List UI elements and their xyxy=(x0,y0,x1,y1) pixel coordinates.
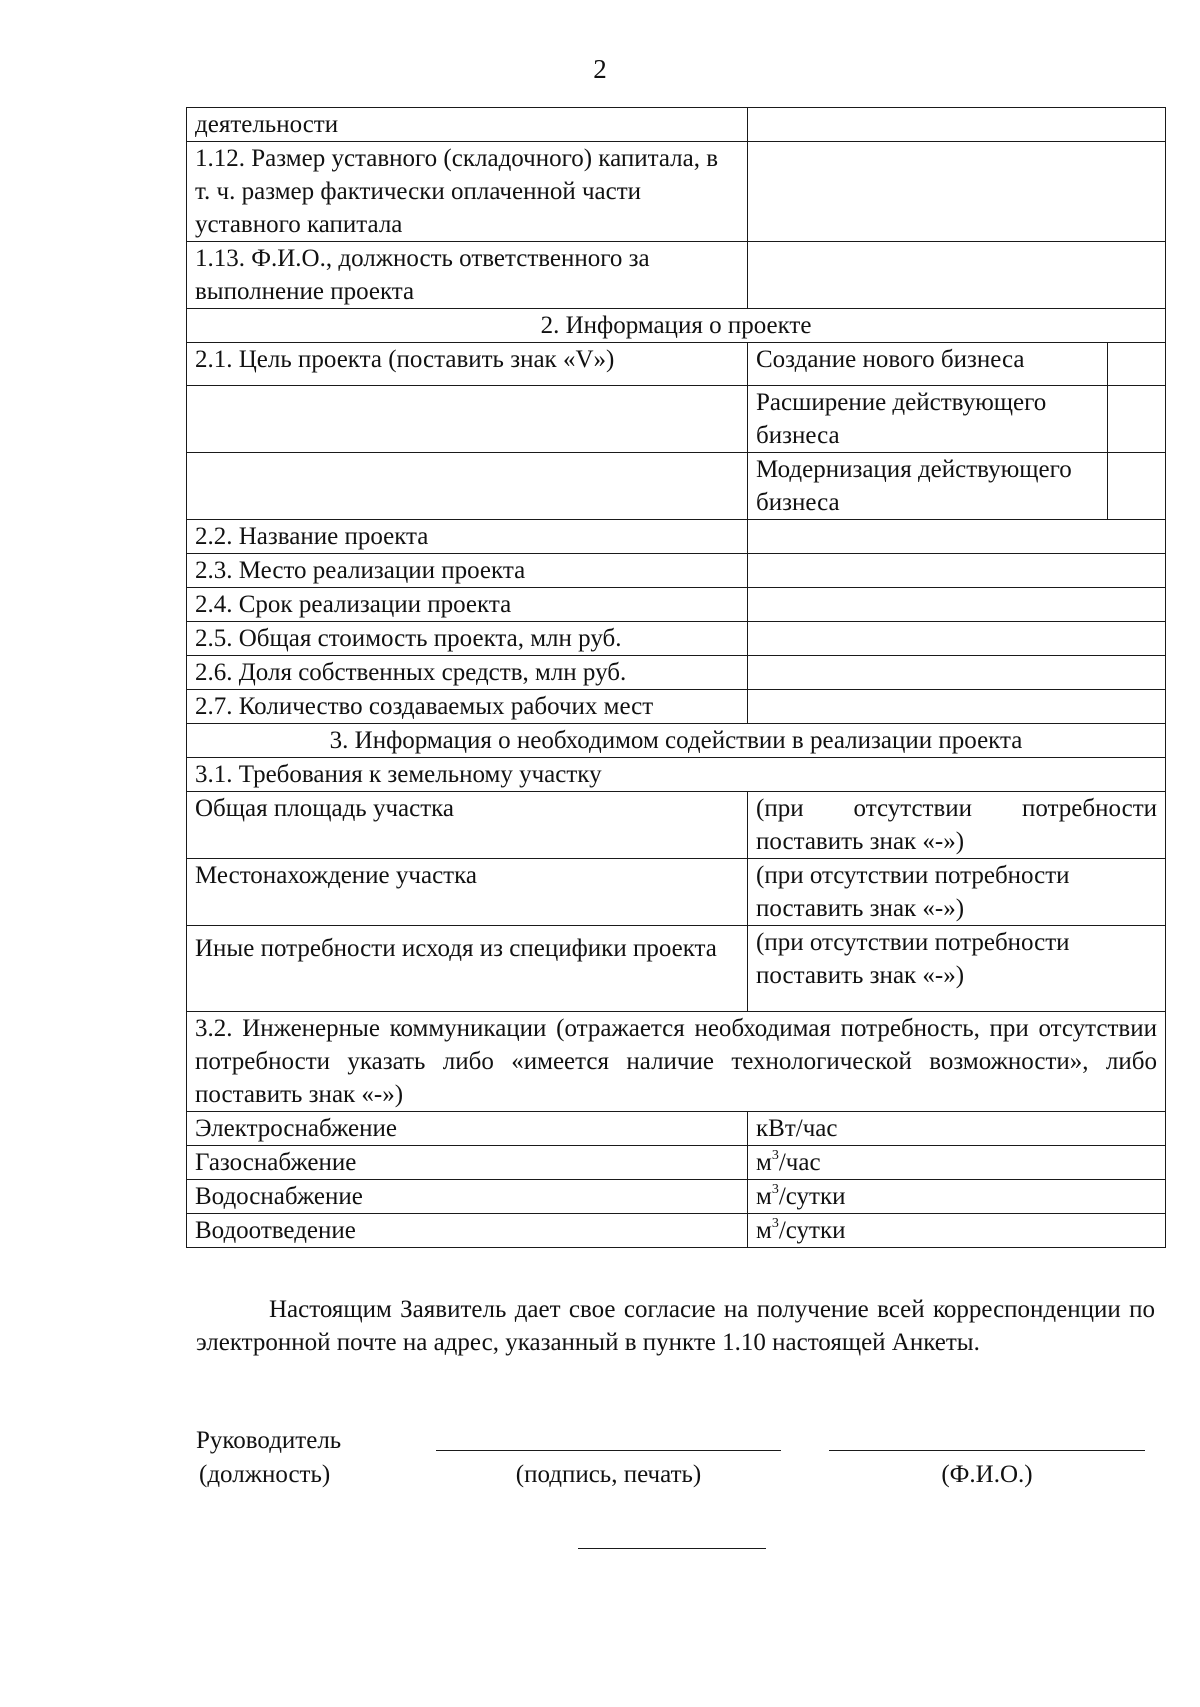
value-cell[interactable]: (при отсутствии потребности поставить знак «-») xyxy=(748,926,1166,1012)
value-cell[interactable] xyxy=(748,656,1166,690)
unit-label: $м^3$/сутки xyxy=(756,1215,846,1244)
goal-option: Модернизация действующего бизнеса xyxy=(748,453,1108,520)
consent-paragraph: Настоящим Заявитель дает свое согласие на получение всей корреспонденции по электронной почте на адрес, указанный в пункте 1.10 настоящей Анкеты. xyxy=(196,1296,1155,1356)
table-row xyxy=(187,242,1166,309)
table-row xyxy=(187,588,1166,622)
table-row xyxy=(187,108,1166,142)
page-number: 2 xyxy=(593,54,607,84)
section-2-title: 2. Информация о проекте xyxy=(187,309,1166,343)
goal-checkbox-cell[interactable] xyxy=(1108,343,1166,386)
signatory-role-caption: (должность) xyxy=(199,1461,331,1488)
table-row xyxy=(187,1214,1166,1248)
row-label: 1.12. Размер уставного (складочного) капитала, в т. ч. размер фактически оплаченной части уставного капитала xyxy=(187,142,748,242)
value-cell[interactable] xyxy=(748,588,1166,622)
name-line[interactable] xyxy=(829,1450,1145,1451)
table-row xyxy=(187,622,1166,656)
row-label: Местонахождение участка xyxy=(187,859,748,926)
table-row xyxy=(187,690,1166,724)
value-cell[interactable] xyxy=(748,690,1166,724)
section-3-title: 3. Информация о необходимом содействии в реализации проекта xyxy=(187,724,1166,758)
table-row xyxy=(187,453,1166,520)
row-label: 2.6. Доля собственных средств, млн руб. xyxy=(187,656,748,690)
table-row xyxy=(187,792,1166,859)
unit-label: $м^3$/сутки xyxy=(756,1181,846,1210)
table-row xyxy=(187,656,1166,690)
name-caption: (Ф.И.О.) xyxy=(941,1461,1033,1488)
value-cell[interactable] xyxy=(748,242,1166,309)
value-cell[interactable] xyxy=(748,1146,1166,1180)
table-row xyxy=(187,343,1166,386)
row-label: Общая площадь участка xyxy=(187,792,748,859)
unit-label: $м^3$/час xyxy=(756,1147,821,1176)
row-label: 1.13. Ф.И.О., должность ответственного за выполнение проекта xyxy=(187,242,748,309)
table-row xyxy=(187,1180,1166,1214)
row-label: 2.4. Срок реализации проекта xyxy=(187,588,748,622)
value-cell[interactable] xyxy=(748,1112,1166,1146)
row-label: деятельности xyxy=(187,108,748,142)
row-label: Электроснабжение xyxy=(187,1112,748,1146)
value-cell[interactable] xyxy=(748,622,1166,656)
value-cell[interactable] xyxy=(748,142,1166,242)
subsection-3-1-title: 3.1. Требования к земельному участку xyxy=(187,758,1166,792)
table-row xyxy=(187,758,1166,792)
end-of-document-rule xyxy=(578,1548,766,1549)
value-cell[interactable] xyxy=(748,108,1166,142)
table-row xyxy=(187,1012,1166,1112)
row-label: Водоотведение xyxy=(187,1214,748,1248)
goal-checkbox-cell[interactable] xyxy=(1108,453,1166,520)
row-label: 2.3. Место реализации проекта xyxy=(187,554,748,588)
row-label: Иные потребности исходя из специфики проекта xyxy=(187,926,748,1012)
value-cell[interactable]: (при отсутствии потребности поставить знак «-») xyxy=(748,859,1166,926)
goal-option: Расширение действующего бизнеса xyxy=(748,386,1108,453)
row-label: 2.7. Количество создаваемых рабочих мест xyxy=(187,690,748,724)
section-header-row xyxy=(187,724,1166,758)
subsection-3-2-title: 3.2. Инженерные коммуникации (отражается необходимая потребность, при отсутствии потребности указать либо «имеется наличие технологической возможности», либо поставить знак «-») xyxy=(187,1012,1166,1112)
table-row xyxy=(187,520,1166,554)
unit-label: кВт/час xyxy=(756,1115,838,1142)
value-cell[interactable] xyxy=(748,1214,1166,1248)
signature-caption: (подпись, печать) xyxy=(515,1461,702,1488)
table-row xyxy=(187,386,1166,453)
table-row xyxy=(187,1112,1166,1146)
table-row xyxy=(187,926,1166,1012)
application-form-table xyxy=(186,107,1166,1248)
value-cell[interactable] xyxy=(748,1180,1166,1214)
row-label: 2.5. Общая стоимость проекта, млн руб. xyxy=(187,622,748,656)
value-cell[interactable] xyxy=(748,520,1166,554)
empty-cell xyxy=(187,386,748,453)
empty-cell xyxy=(187,453,748,520)
goal-checkbox-cell[interactable] xyxy=(1108,386,1166,453)
table-row xyxy=(187,142,1166,242)
value-cell[interactable] xyxy=(748,554,1166,588)
row-label: Газоснабжение xyxy=(187,1146,748,1180)
table-row xyxy=(187,859,1166,926)
goal-option: Создание нового бизнеса xyxy=(748,343,1108,386)
value-cell[interactable]: (при отсутствии потребности поставить знак «-») xyxy=(748,792,1166,859)
table-row xyxy=(187,554,1166,588)
row-label: 2.1. Цель проекта (поставить знак «V») xyxy=(187,343,748,386)
row-label: 2.2. Название проекта xyxy=(187,520,748,554)
section-header-row xyxy=(187,309,1166,343)
signature-line[interactable] xyxy=(436,1450,781,1451)
row-label: Водоснабжение xyxy=(187,1180,748,1214)
table-row xyxy=(187,1146,1166,1180)
signatory-role: Руководитель xyxy=(196,1427,342,1454)
